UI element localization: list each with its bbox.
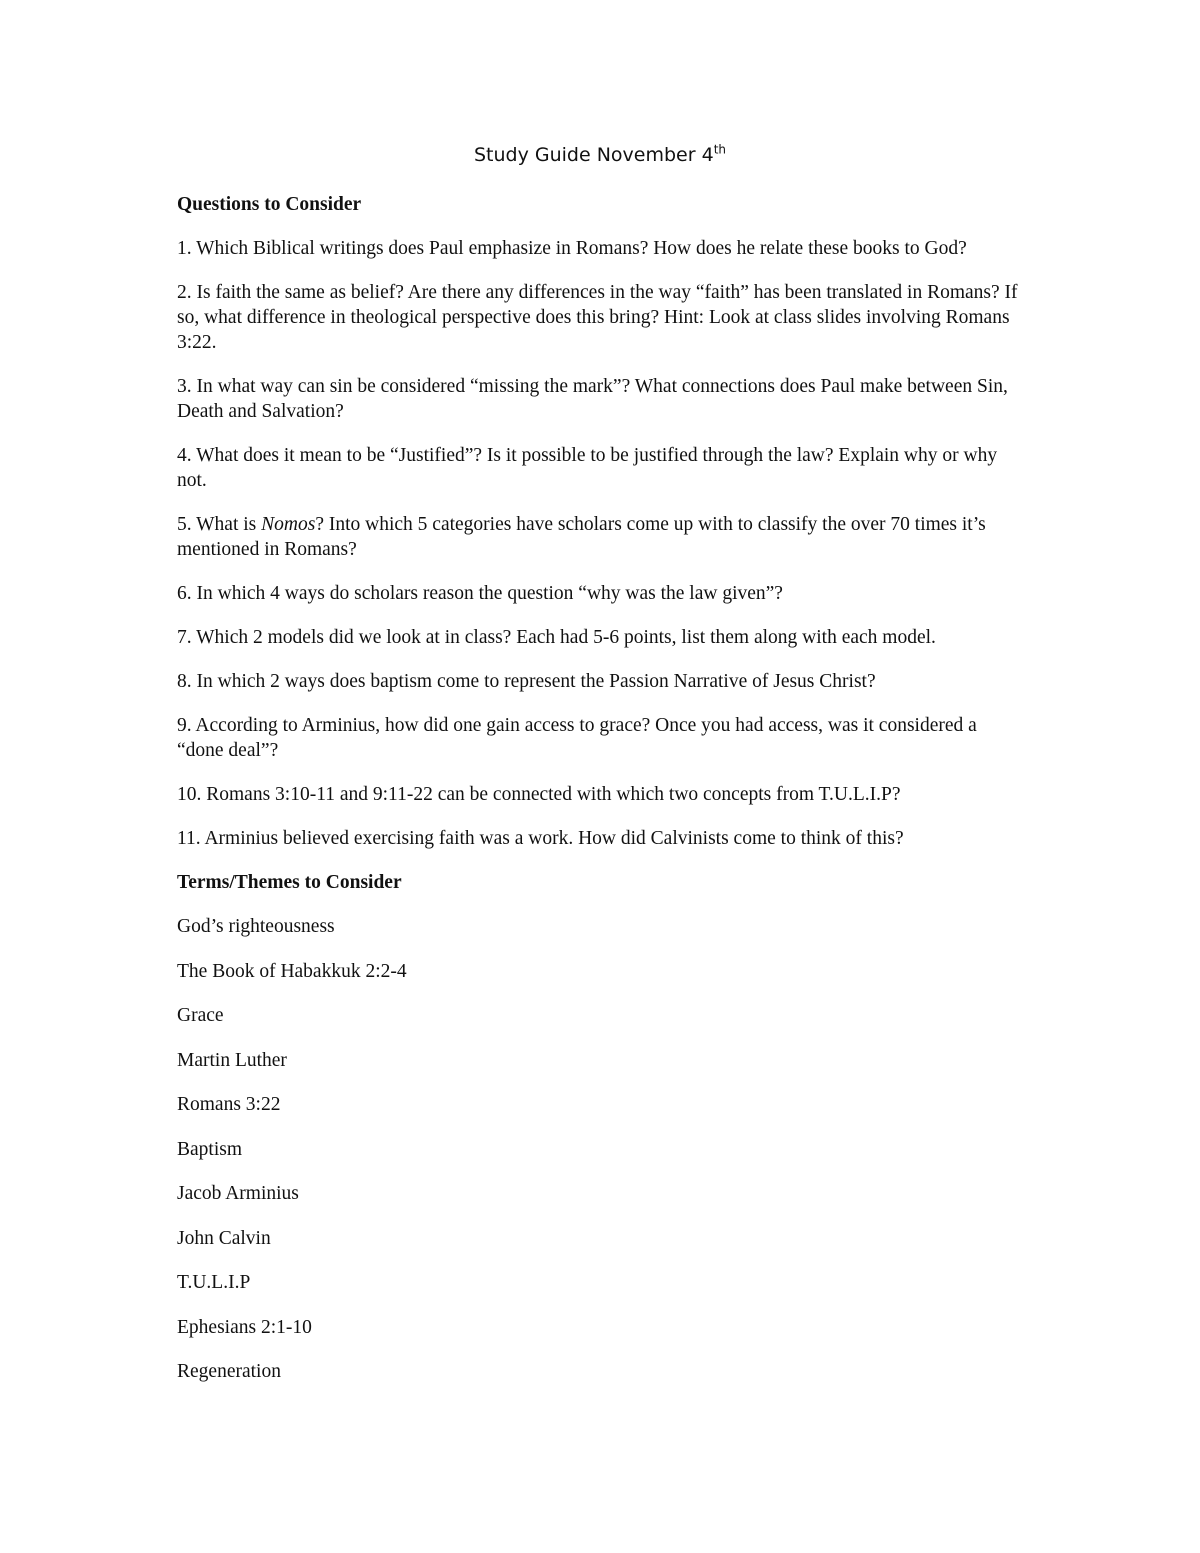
- term-item: Regeneration: [177, 1361, 281, 1382]
- page-title-text: Study Guide November 4: [473, 144, 714, 166]
- question-2: 2. Is faith the same as belief? Are there any differences in the way “faith” has been translated in Romans? If so, what difference in theological perspective does this bring? Hint: Look at class slides involving Romans 3:22.: [177, 282, 1018, 353]
- question-6: 6. In which 4 ways do scholars reason the question “why was the law given”?: [177, 583, 783, 604]
- term-item: God’s righteousness: [177, 916, 335, 937]
- term-item: Romans 3:22: [177, 1094, 281, 1115]
- terms-heading: Terms/Themes to Consider: [177, 872, 402, 893]
- question-5-prefix: 5. What is: [177, 514, 262, 535]
- question-8: 8. In which 2 ways does baptism come to represent the Passion Narrative of Jesus Christ?: [177, 671, 876, 692]
- document-body: [177, 192, 1027, 1404]
- questions-heading: Questions to Consider: [177, 194, 362, 215]
- term-item: The Book of Habakkuk 2:2-4: [177, 960, 407, 982]
- question-9: 9. According to Arminius, how did one gain access to grace? Once you had access, was it considered a “done deal”?: [177, 715, 977, 761]
- term-item: John Calvin: [177, 1227, 271, 1249]
- term-item: T.U.L.I.P: [177, 1272, 251, 1293]
- question-5-italic-term: Nomos: [261, 514, 316, 535]
- term-item: Grace: [177, 1005, 224, 1026]
- question-3: 3. In what way can sin be considered “missing the mark”? What connections does Paul make between Sin, Death and Salvation?: [177, 376, 1008, 422]
- question-4: 4. What does it mean to be “Justified”? Is it possible to be justified through the law? Explain why or why not.: [177, 445, 998, 491]
- question-1: 1. Which Biblical writings does Paul emphasize in Romans? How does he relate these books to God?: [177, 238, 967, 259]
- question-10: 10. Romans 3:10-11 and 9:11-22 can be connected with which two concepts from T.U.L.I.P?: [177, 784, 901, 805]
- term-item: Baptism: [177, 1138, 243, 1160]
- question-5-suffix: ? Into which 5 categories have scholars come up with to classify the over 70 times it’s mentioned in Romans?: [177, 514, 986, 560]
- term-item: Ephesians 2:1-10: [177, 1316, 312, 1338]
- question-7: 7. Which 2 models did we look at in class? Each had 5-6 points, list them along with each model.: [177, 627, 936, 648]
- term-item: Jacob Arminius: [177, 1183, 299, 1204]
- page-title-superscript: th: [713, 142, 726, 157]
- question-11: 11. Arminius believed exercising faith was a work. How did Calvinists come to think of this?: [177, 828, 904, 849]
- term-item: Martin Luther: [177, 1049, 287, 1071]
- question-5: [177, 512, 1027, 562]
- page-title: [0, 142, 1200, 168]
